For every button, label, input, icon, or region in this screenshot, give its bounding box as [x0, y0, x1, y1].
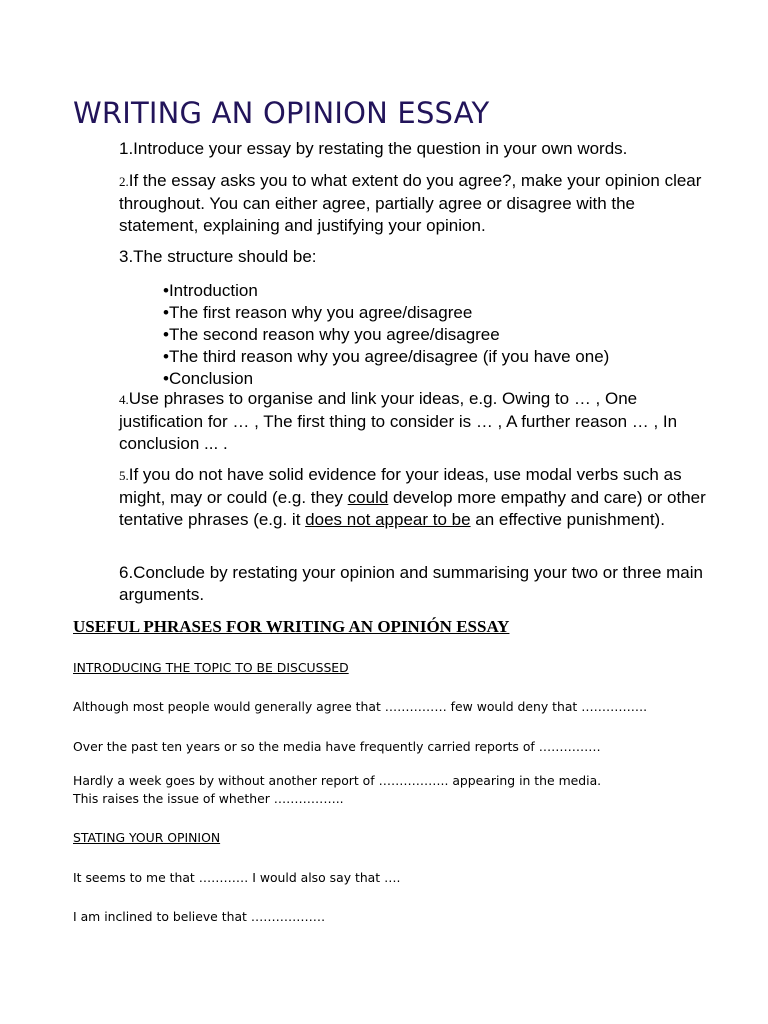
- step-3: 3.The structure should be:: [119, 247, 317, 266]
- step-4-text: Use phrases to organise and link your ideas, e.g. Owing to … , One justification for … , The first thing to consider is … , A further reason … , In conclusion ... .: [119, 389, 678, 453]
- step-6: 6.Conclude by restating your opinion and summarising your two or three main arguments.: [119, 563, 703, 604]
- structure-list: [163, 280, 723, 390]
- step-2-text: If the essay asks you to what extent do you agree?, make your opinion clear throughout. You can either agree, partially agree or disagree with the statement, explaining and justifying your opinion.: [119, 171, 702, 235]
- step-5-underlined-phrase: does not appear to be: [305, 510, 471, 529]
- intro-phrase-3b: This raises the issue of whether ……………..: [73, 791, 344, 806]
- intro-phrase-3a: Hardly a week goes by without another report of …………….. appearing in the media.: [73, 773, 602, 788]
- opinion-phrase-2: I am inclined to believe that ………………: [73, 909, 326, 924]
- opinion-phrase-1: It seems to me that ………… I would also say that ….: [73, 870, 401, 885]
- step-5: [119, 464, 709, 531]
- step-5-text-b: develop more empathy and care) or other tentative phrases (e.g. it: [119, 488, 706, 529]
- step-5-number: 5.: [119, 468, 129, 483]
- step-5-text-a: If you do not have solid evidence for your ideas, use modal verbs such as might, may or could (e.g. they: [119, 465, 682, 507]
- intro-phrase-1: Although most people would generally agree that …………… few would deny that …………….: [73, 699, 648, 714]
- structure-item-third-reason: •The third reason why you agree/disagree (if you have one): [163, 347, 610, 366]
- structure-item-first-reason: •The first reason why you agree/disagree: [163, 303, 473, 322]
- useful-phrases-heading: USEFUL PHRASES FOR WRITING AN OPINIÓN ESSAY: [73, 617, 510, 636]
- structure-item-conclusion: •Conclusion: [163, 369, 254, 388]
- page-title: WRITING AN OPINION ESSAY: [73, 96, 490, 130]
- introducing-topic-heading: INTRODUCING THE TOPIC TO BE DISCUSSED: [73, 660, 349, 675]
- step-5-text-c: an effective punishment).: [470, 510, 665, 529]
- stating-opinion-heading: STATING YOUR OPINION: [73, 830, 221, 845]
- step-2-number: 2.: [119, 174, 129, 189]
- step-1: 1.Introduce your essay by restating the question in your own words.: [119, 139, 628, 158]
- step-2: [119, 170, 709, 237]
- step-4: [119, 388, 709, 455]
- step-5-underlined-could: could: [347, 488, 389, 507]
- structure-item-second-reason: •The second reason why you agree/disagree: [163, 325, 500, 344]
- structure-item-introduction: •Introduction: [163, 281, 258, 300]
- intro-phrase-2: Over the past ten years or so the media have frequently carried reports of ……………: [73, 739, 601, 754]
- step-4-number: 4.: [119, 392, 129, 407]
